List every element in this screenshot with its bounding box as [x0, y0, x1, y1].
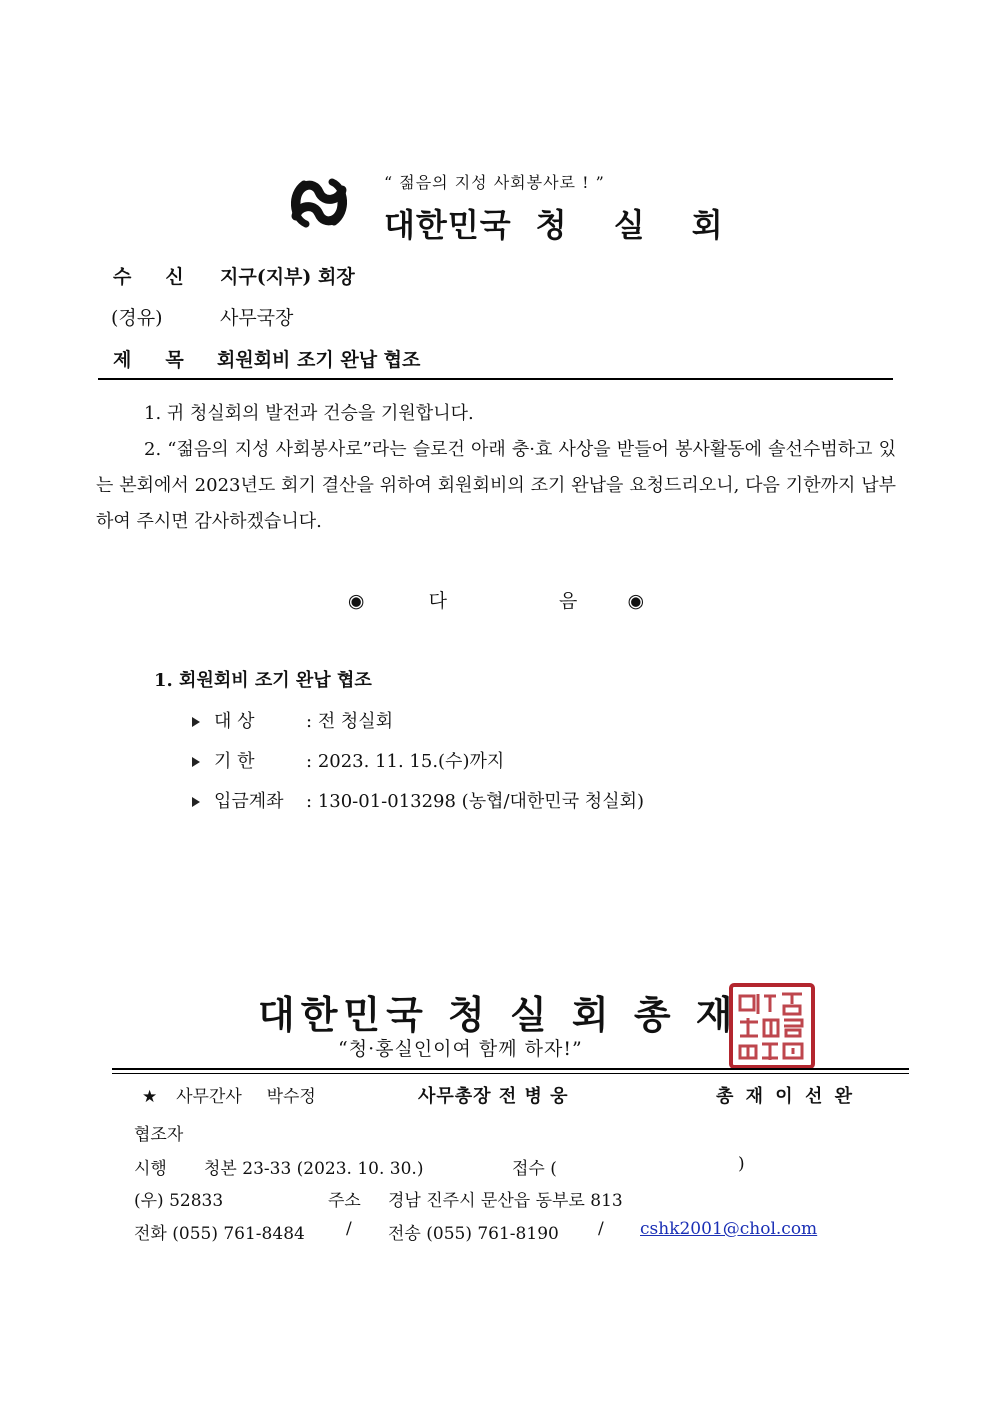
triangle-bullet-icon: [192, 797, 200, 807]
footer-divider: [112, 1073, 909, 1074]
via-label: (경유): [111, 307, 163, 329]
via-value: 사무국장: [220, 307, 294, 329]
address-label: 주소: [328, 1191, 361, 1211]
signature-organization: 대한민국 청 실 회 총 재: [258, 992, 739, 1037]
staff-row: [142, 1082, 316, 1107]
subject-label: 제 목: [113, 349, 184, 371]
phone-number: 전화 (055) 761-8484: [134, 1224, 305, 1244]
detail-value: 130-01-013298 (농협/대한민국 청실회): [317, 791, 644, 812]
footer-divider: [112, 1068, 909, 1070]
signature-slogan: “청·홍실인이여 함께 하자!”: [338, 1038, 583, 1060]
enforcement-label: 시행: [134, 1159, 167, 1179]
subject-value: 회원회비 조기 완납 협조: [217, 349, 421, 371]
header-slogan: “ 젊음의 지성 사회봉사로 ! ”: [384, 173, 605, 192]
detail-label: 입금계좌: [214, 791, 284, 812]
triangle-bullet-icon: [192, 717, 200, 727]
detail-row: 대 상 : 전 청실회: [192, 707, 393, 733]
body-text: [96, 396, 896, 540]
triangle-bullet-icon: [192, 757, 200, 767]
official-seal-icon: [728, 982, 816, 1070]
staff-label: 사무간사: [176, 1087, 242, 1107]
enforcement-number: 청본 23-33 (2023. 10. 30.): [204, 1159, 424, 1179]
detail-label: 대 상: [214, 711, 255, 732]
org-name-part1: 대한민국: [384, 206, 512, 244]
cooperator-label: 협조자: [134, 1125, 184, 1145]
organization-logo-icon: [286, 172, 352, 234]
detail-value: 전 청실회: [317, 711, 394, 732]
secretary-general: 사무총장 전 병 웅: [418, 1086, 569, 1107]
president-name: 총 재 이 선 완: [716, 1086, 856, 1107]
staff-name: 박수정: [266, 1087, 316, 1107]
star-icon: ★: [142, 1087, 158, 1107]
separator: /: [346, 1219, 352, 1239]
notice-word-1: 다: [428, 590, 447, 612]
email-link[interactable]: cshk2001@chol.com: [640, 1219, 818, 1239]
recipient-value: 지구(지부) 회장: [220, 266, 355, 288]
detail-row: 기 한 : 2023. 11. 15.(수)까지: [192, 747, 504, 773]
detail-value: 2023. 11. 15.(수)까지: [317, 751, 505, 772]
paragraph-2: 2. “젊음의 지성 사회봉사로”라는 슬로건 아래 충·효 사상을 받들어 봉사활동에 솔선수범하고 있는 본회에서 2023년도 회기 결산을 위하여 회원회비의 조기 완납을 요청드리오니, 다음 기한까지 납부하여 주시면 감사하겠습니다.: [96, 439, 896, 532]
reception-field: 접수 (: [512, 1159, 557, 1179]
org-name-part2: 청 실 회: [535, 206, 741, 244]
address-value: 경남 진주시 문산읍 동부로 813: [388, 1191, 623, 1211]
detail-label: 기 한: [214, 751, 255, 772]
notice-word-2: 음: [559, 590, 578, 612]
detail-row: 입금계좌 : 130-01-013298 (농협/대한민국 청실회): [192, 787, 644, 813]
item-title: 1. 회원회비 조기 완납 협조: [154, 670, 372, 691]
notice-heading: [0, 586, 992, 613]
recipient-label: 수 신: [113, 266, 184, 288]
reception-close: ): [738, 1154, 745, 1174]
header-divider: [98, 378, 893, 380]
fax-number: 전송 (055) 761-8190: [388, 1224, 559, 1244]
paragraph-1: 1. 귀 청실회의 발전과 건승을 기원합니다.: [144, 403, 474, 424]
postal-code: (우) 52833: [134, 1191, 224, 1211]
organization-title: [384, 200, 741, 246]
notice-left-mark: ◉: [347, 590, 365, 612]
separator: /: [598, 1219, 604, 1239]
notice-right-mark: ◉: [627, 590, 645, 612]
